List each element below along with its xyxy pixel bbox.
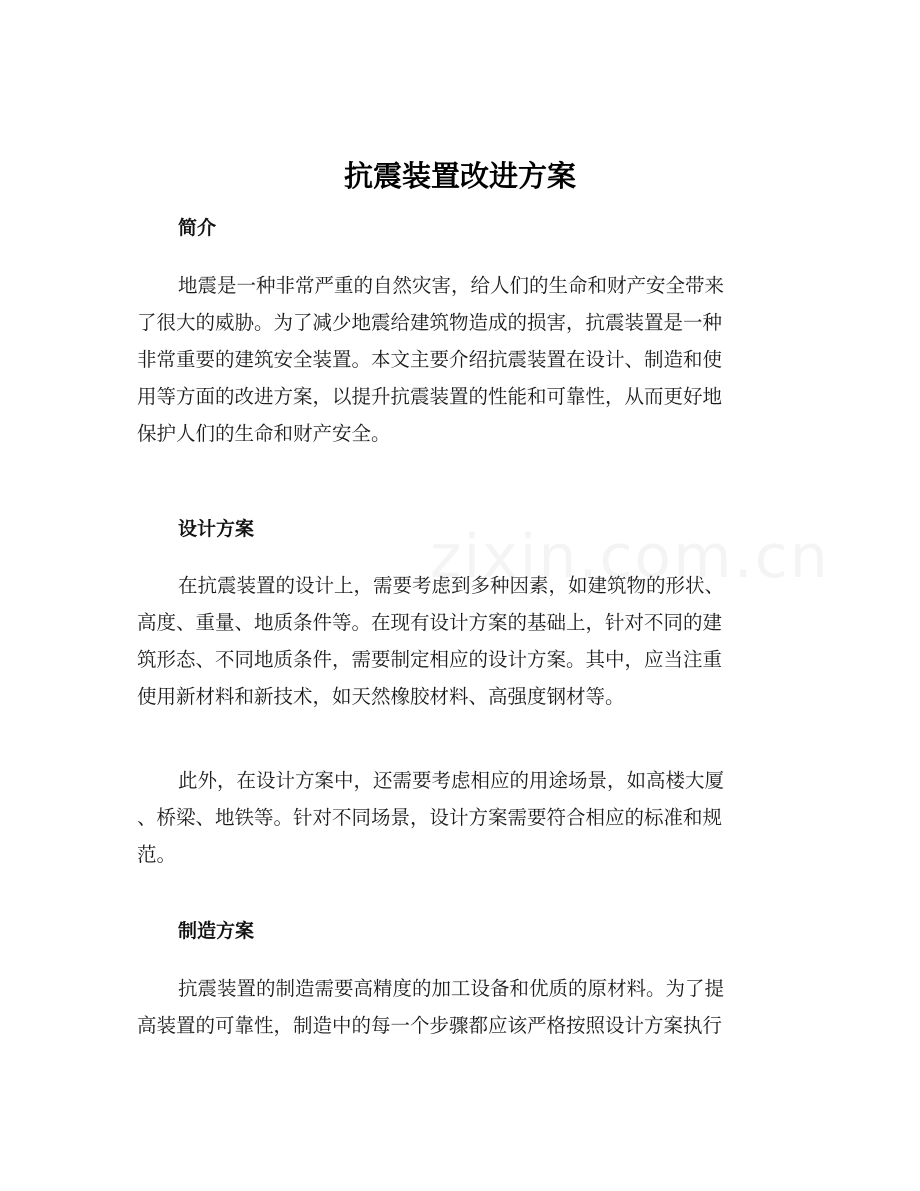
paragraph-line: 抗震装置的制造需要高精度的加工设备和优质的原材料。为了提 [178, 977, 725, 1000]
paragraph-line: 高装置的可靠性，制造中的每一个步骤都应该严格按照设计方案执行 [137, 1014, 723, 1037]
section-heading-intro: 简介 [178, 217, 217, 239]
paragraph-line: 地震是一种非常严重的自然灾害，给人们的生命和财产安全带来 [178, 274, 725, 297]
paragraph-line: 在抗震装置的设计上，需要考虑到多种因素，如建筑物的形状、 [178, 574, 725, 597]
paragraph-design-1 [137, 567, 777, 715]
paragraph-line: 范。 [137, 843, 177, 866]
document-title: 抗震装置改进方案 [343, 159, 576, 193]
paragraph-line: 、桥梁、地铁等。针对不同场景，设计方案需要符合相应的标准和规 [137, 806, 723, 829]
paragraph-intro [137, 267, 777, 452]
section-heading-manufacturing: 制造方案 [178, 920, 255, 942]
paragraph-line: 使用新材料和新技术，如天然橡胶材料、高强度钢材等。 [137, 685, 625, 708]
paragraph-line: 保护人们的生命和财产安全。 [137, 422, 391, 445]
paragraph-line: 了很大的威胁。为了减少地震给建筑物造成的损害，抗震装置是一种 [137, 311, 723, 334]
paragraph-line: 高度、重量、地质条件等。在现有设计方案的基础上，针对不同的建 [137, 611, 723, 634]
paragraph-line: 此外，在设计方案中，还需要考虑相应的用途场景，如高楼大厦 [178, 769, 725, 792]
section-heading-design: 设计方案 [178, 518, 255, 540]
paragraph-manufacturing [137, 970, 777, 1044]
paragraph-design-2 [137, 762, 777, 873]
paragraph-line: 筑形态、不同地质条件，需要制定相应的设计方案。其中，应当注重 [137, 648, 723, 671]
paragraph-line: 非常重要的建筑安全装置。本文主要介绍抗震装置在设计、制造和使 [137, 348, 723, 371]
paragraph-line: 用等方面的改进方案，以提升抗震装置的性能和可靠性，从而更好地 [137, 385, 723, 408]
